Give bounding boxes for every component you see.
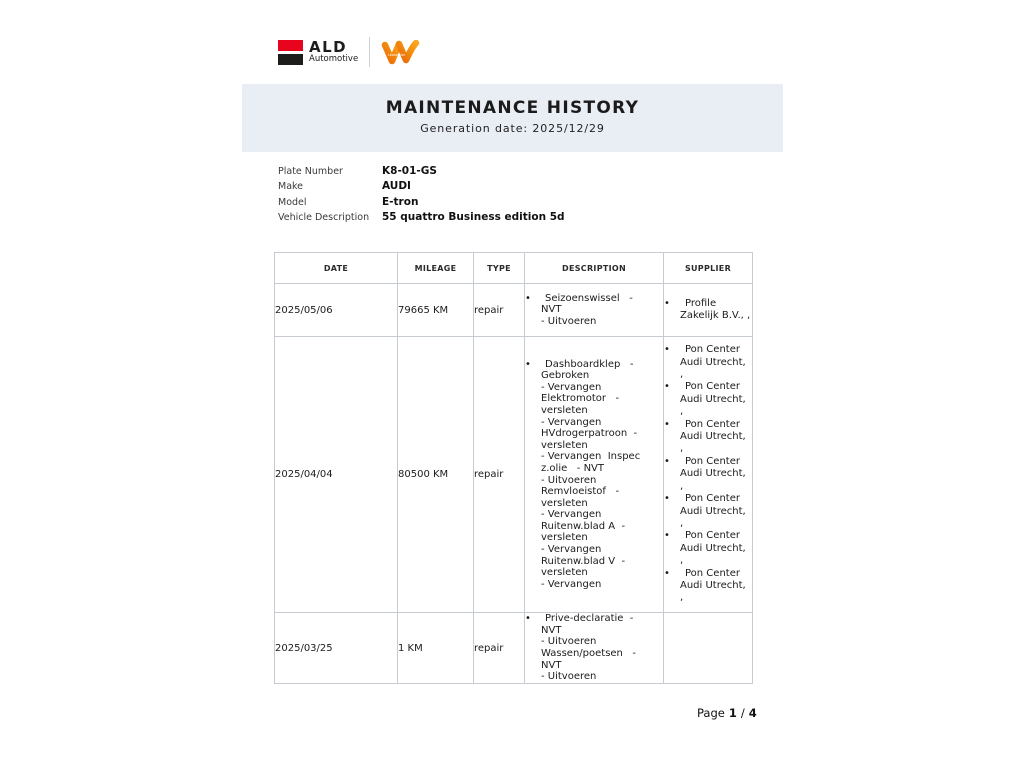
bullet-icon: • xyxy=(525,292,531,304)
bullet-icon: • xyxy=(664,418,670,430)
description-line: Prive-declaratie - xyxy=(545,613,634,625)
mileage-cell: 79665 KM xyxy=(398,284,474,337)
supplier-item xyxy=(664,381,752,418)
description-item xyxy=(525,613,663,683)
date-cell: 2025/03/25 xyxy=(275,613,398,684)
page-separator: / xyxy=(740,706,745,720)
page-title: MAINTENANCE HISTORY xyxy=(385,98,640,118)
description-line: - Vervangen xyxy=(541,578,602,590)
mileage-cell: 1 KM xyxy=(398,613,474,684)
description-cell xyxy=(525,613,664,684)
mileage-cell: 80500 KM xyxy=(398,337,474,613)
type-cell: repair xyxy=(474,284,525,337)
vehicle-info-row xyxy=(278,164,565,179)
description-lines xyxy=(541,359,663,591)
supplier-item xyxy=(664,344,752,381)
generation-date: Generation date: 2025/12/29 xyxy=(420,122,605,135)
brand-header xyxy=(278,37,421,67)
description-line: versleten xyxy=(541,532,588,544)
bullet-icon: • xyxy=(525,358,531,370)
ald-automotive-logo xyxy=(278,40,358,65)
supplier-name: Pon Center Audi Utrecht, , xyxy=(680,381,746,418)
vehicle-info-row xyxy=(278,179,565,194)
vehicle-info-label: Plate Number xyxy=(278,166,343,177)
ald-logo-subtext: Automotive xyxy=(309,54,359,64)
bullet-icon: • xyxy=(525,613,531,625)
column-header-supplier: SUPPLIER xyxy=(664,253,753,284)
column-header-mileage: MILEAGE xyxy=(398,253,474,284)
vehicle-info-label: Vehicle Description xyxy=(278,212,370,224)
supplier-item xyxy=(664,298,752,323)
vehicle-info xyxy=(278,164,565,226)
type-cell: repair xyxy=(474,613,525,684)
bullet-icon: • xyxy=(664,567,670,579)
description-line: - Uitvoeren xyxy=(541,636,597,648)
bullet-icon: • xyxy=(664,455,670,467)
date-cell: 2025/04/04 xyxy=(275,337,398,613)
ald-logo-text: ALD xyxy=(309,38,348,56)
supplier-name: Pon Center Audi Utrecht, , xyxy=(680,418,746,455)
supplier-name: Pon Center Audi Utrecht, , xyxy=(680,344,746,381)
description-item xyxy=(525,359,663,591)
vehicle-info-value: K8-01-GS xyxy=(382,165,437,177)
supplier-name: Pon Center Audi Utrecht, , xyxy=(680,567,746,604)
page-current: 1 xyxy=(728,706,737,720)
bullet-icon: • xyxy=(664,297,670,309)
description-line: NVT xyxy=(541,659,562,671)
vehicle-info-value: AUDI xyxy=(382,180,411,193)
page-footer xyxy=(697,706,757,720)
description-line: z.olie - NVT xyxy=(541,462,605,474)
bullet-icon: • xyxy=(664,381,670,393)
column-header-type: TYPE xyxy=(474,253,525,284)
description-line: - Vervangen xyxy=(541,509,602,521)
description-line: - Vervangen Inspec xyxy=(541,451,641,463)
description-line: Remvloeistof - xyxy=(541,486,620,498)
type-cell: repair xyxy=(474,337,525,613)
date-cell: 2025/05/06 xyxy=(275,284,398,337)
description-line: Seizoenswissel - xyxy=(545,292,633,304)
table-header-row xyxy=(275,253,753,284)
table-row xyxy=(275,337,753,613)
description-line: versleten xyxy=(541,567,588,579)
description-cell xyxy=(525,284,664,337)
vehicle-info-row xyxy=(278,210,565,225)
description-line: Wassen/poetsen - xyxy=(541,648,637,659)
supplier-name: Profile Zakelijk B.V., , xyxy=(680,297,751,321)
page-total: 4 xyxy=(748,706,757,720)
supplier-item xyxy=(664,456,752,493)
vehicle-info-label: Model xyxy=(278,196,307,208)
column-header-description: DESCRIPTION xyxy=(525,253,664,284)
supplier-item xyxy=(664,419,752,456)
column-header-date: DATE xyxy=(275,253,398,284)
description-line: Elektromotor - xyxy=(541,393,620,405)
bullet-icon: • xyxy=(664,344,670,356)
description-line: - Uitvoeren xyxy=(541,315,597,327)
maintenance-table xyxy=(274,252,753,684)
logo-divider xyxy=(369,37,370,67)
ald-square-icon xyxy=(278,40,303,65)
description-line: - Vervangen xyxy=(541,544,602,556)
supplier-cell xyxy=(664,613,753,684)
vehicle-info-row xyxy=(278,195,565,210)
leaseplan-w-icon xyxy=(379,37,421,67)
description-line: - Vervangen xyxy=(541,381,602,393)
bullet-icon: • xyxy=(664,493,670,505)
description-line: - Uitvoeren xyxy=(541,671,597,683)
description-line: NVT xyxy=(541,304,562,316)
description-line: Ruitenw.blad A - xyxy=(541,520,626,532)
description-line: Dashboardklep - xyxy=(545,358,634,370)
description-line: HVdrogerpatroon - xyxy=(541,428,638,440)
vehicle-info-label: Make xyxy=(278,181,304,193)
supplier-item xyxy=(664,568,752,605)
description-line: - Uitvoeren xyxy=(541,474,597,486)
description-line: versleten xyxy=(541,439,588,451)
description-line: - Vervangen xyxy=(541,416,602,428)
description-lines xyxy=(541,613,663,683)
supplier-name: Pon Center Audi Utrecht, , xyxy=(680,530,746,567)
supplier-cell xyxy=(664,284,753,337)
vehicle-info-value: E-tron xyxy=(382,195,419,208)
table-row xyxy=(275,284,753,337)
supplier-item xyxy=(664,530,752,567)
supplier-item xyxy=(664,493,752,530)
description-line: versleten xyxy=(541,404,588,416)
description-line: NVT xyxy=(541,624,562,636)
description-line: versleten xyxy=(541,497,588,509)
supplier-cell xyxy=(664,337,753,613)
supplier-name: Pon Center Audi Utrecht, , xyxy=(680,455,746,492)
table-row xyxy=(275,613,753,684)
description-line: Gebroken xyxy=(541,370,590,382)
supplier-name: Pon Center Audi Utrecht, , xyxy=(680,493,746,529)
description-line: Ruitenw.blad V - xyxy=(541,555,626,567)
description-cell xyxy=(525,337,664,613)
vehicle-info-value: 55 quattro Business edition 5d xyxy=(382,211,565,224)
description-item xyxy=(525,293,663,328)
page-label: Page xyxy=(697,706,725,720)
title-band xyxy=(242,84,783,152)
description-lines xyxy=(541,293,663,328)
svg-text:LeasePlan: LeasePlan xyxy=(388,53,406,57)
bullet-icon: • xyxy=(664,530,670,542)
